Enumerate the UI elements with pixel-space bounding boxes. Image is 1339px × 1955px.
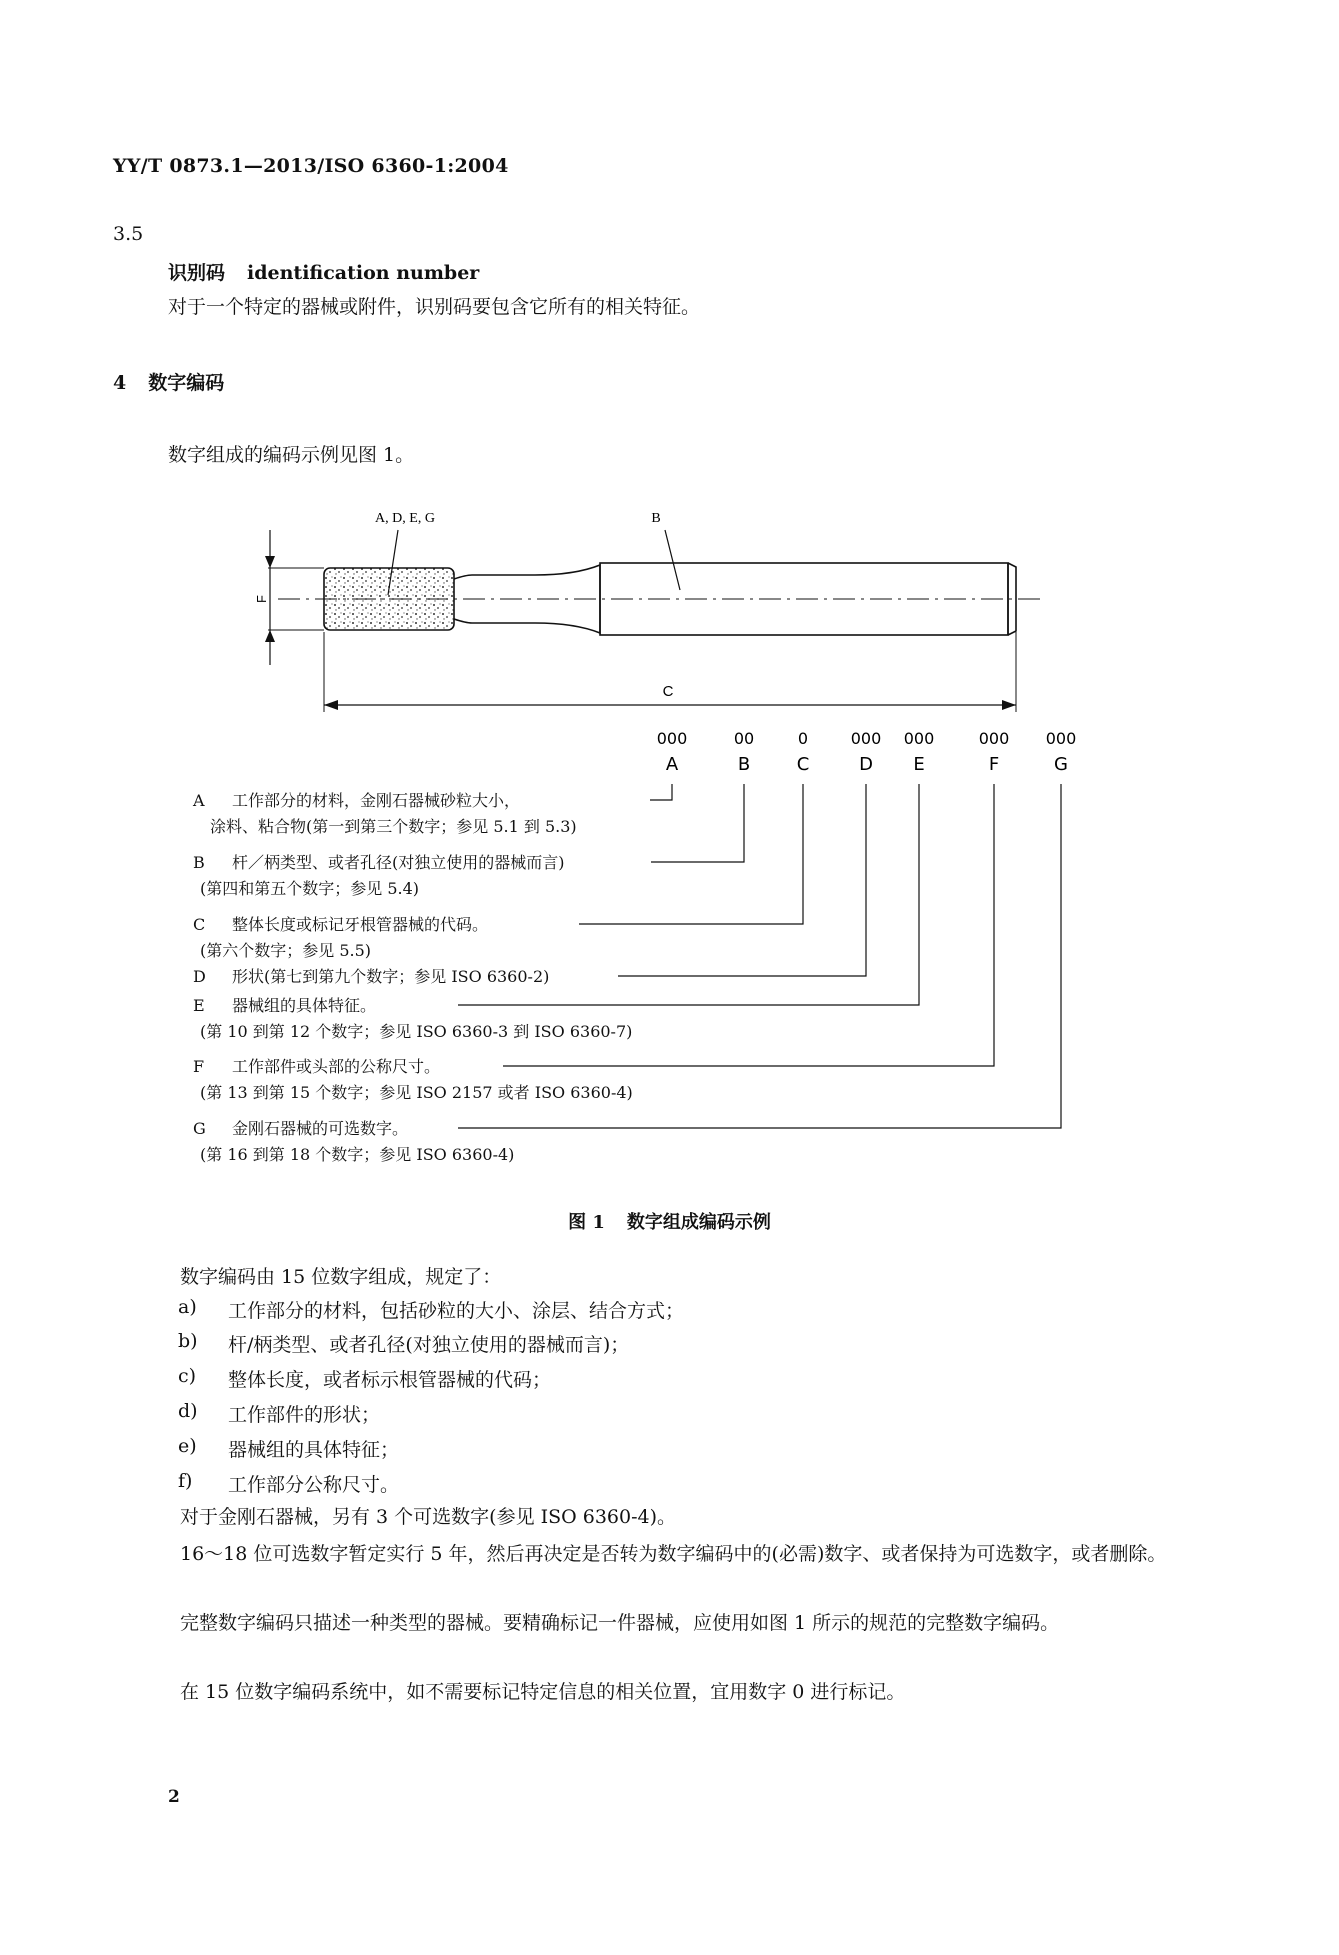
code-digits-f: 000 (978, 729, 1010, 748)
list-item-label: a) (178, 1296, 197, 1318)
figure-caption (0, 1208, 1339, 1234)
connector-c (579, 784, 803, 924)
list-item-text: 器械组的具体特征； (228, 1439, 400, 1461)
legend-g-line2: (第 16 到第 18 个数字；参见 ISO 6360-4) (200, 1145, 515, 1164)
legend-key-c: C (193, 915, 206, 934)
section-number: 3.5 (113, 223, 144, 245)
legend-e-line1: 器械组的具体特征。 (232, 996, 377, 1015)
legend-key-f: F (193, 1057, 205, 1076)
list-item-label: c) (178, 1365, 197, 1387)
legend-key-b: B (193, 853, 205, 872)
code-digits-d: 000 (850, 729, 882, 748)
connector-d (618, 784, 866, 976)
paragraph: 对于金刚石器械，另有 3 个可选数字(参见 ISO 6360-4)。 (180, 1506, 677, 1528)
legend-b-line2: (第四和第五个数字；参见 5.4) (200, 879, 420, 898)
code-digits-e: 000 (903, 729, 935, 748)
section-heading-number: 4 (113, 372, 127, 394)
term-definition: 对于一个特定的器械或附件，识别码要包含它所有的相关特征。 (168, 296, 701, 318)
code-letter-e: E (913, 754, 925, 775)
list-item-text: 整体长度，或者标示根管器械的代码； (228, 1369, 552, 1391)
legend-d-line1: 形状(第七到第九个数字；参见 ISO 6360-2) (232, 967, 550, 986)
paragraph: 16～18 位可选数字暂定实行 5 年，然后再决定是否转为数字编码中的(必需)数字、或者保持为可选数字，或者删除。 (180, 1543, 1167, 1565)
legend-key-e: E (193, 996, 205, 1015)
connector-b (651, 784, 744, 862)
list-item-text: 杆/柄类型、或者孔径(对独立使用的器械而言)； (228, 1334, 630, 1356)
list-item-text: 工作部分公称尺寸。 (228, 1474, 400, 1496)
legend-c-line1: 整体长度或标记牙根管器械的代码。 (232, 915, 489, 934)
legend-f-line2: (第 13 到第 15 个数字；参见 ISO 2157 或者 ISO 6360-4) (200, 1083, 633, 1102)
legend-e-line2: (第 10 到第 12 个数字；参见 ISO 6360-3 到 ISO 6360-7) (200, 1022, 633, 1041)
page-number: 2 (168, 1787, 180, 1807)
code-letter-d: D (859, 754, 873, 775)
code-letter-c: C (796, 754, 810, 775)
legend-b-line1: 杆／柄类型、或者孔径(对独立使用的器械而言) (232, 853, 565, 872)
term-zh: 识别码 (168, 262, 226, 284)
legend-key-g: G (193, 1119, 206, 1138)
figure-caption-number: 图 1 (568, 1212, 605, 1233)
code-digits-g: 000 (1045, 729, 1077, 748)
label-f-dim: F (254, 595, 269, 603)
list-item-label: d) (178, 1400, 198, 1422)
code-letter-f: F (988, 754, 1000, 775)
body-lead: 数字编码由 15 位数字组成，规定了： (180, 1266, 502, 1288)
connector-a (650, 784, 672, 800)
paragraph: 在 15 位数字编码系统中，如不需要标记特定信息的相关位置，宜用数字 0 进行标记。 (180, 1681, 906, 1703)
term-en: identification number (247, 262, 480, 284)
standard-header: YY/T 0873.1—2013/ISO 6360-1:2004 (113, 155, 509, 177)
code-letter-a: A (665, 754, 679, 775)
section-intro: 数字组成的编码示例见图 1。 (168, 444, 415, 466)
legend-a-line1: 工作部分的材料，金刚石器械砂粒大小， (232, 791, 521, 810)
section-heading-title: 数字编码 (148, 372, 225, 394)
legend-g-line1: 金刚石器械的可选数字。 (232, 1119, 409, 1138)
legend-key-d: D (193, 967, 206, 986)
label-b-top: B (651, 511, 661, 526)
label-c-dim: C (662, 683, 674, 700)
code-digits-a: 000 (656, 729, 688, 748)
legend-f-line1: 工作部件或头部的公称尺寸。 (232, 1057, 441, 1076)
code-letter-b: B (737, 754, 751, 775)
code-digits-c: 0 (797, 729, 809, 748)
code-letter-g: G (1054, 754, 1068, 775)
legend-key-a: A (193, 791, 205, 810)
list-item-label: b) (178, 1330, 198, 1352)
label-adeg: A, D, E, G (375, 511, 435, 526)
legend-a-line2: 涂料、粘合物(第一到第三个数字；参见 5.1 到 5.3) (210, 817, 577, 836)
list-item-label: f) (178, 1470, 193, 1492)
list-item-label: e) (178, 1435, 197, 1457)
legend-c-line2: (第六个数字；参见 5.5) (200, 941, 372, 960)
figure-caption-text: 数字组成编码示例 (626, 1212, 771, 1233)
code-digits-b: 00 (733, 729, 755, 748)
list-item-text: 工作部分的材料，包括砂粒的大小、涂层、结合方式； (228, 1300, 685, 1322)
paragraph: 完整数字编码只描述一种类型的器械。要精确标记一件器械，应使用如图 1 所示的规范的完整数字编码。 (180, 1612, 1060, 1634)
list-item-text: 工作部件的形状； (228, 1404, 381, 1426)
